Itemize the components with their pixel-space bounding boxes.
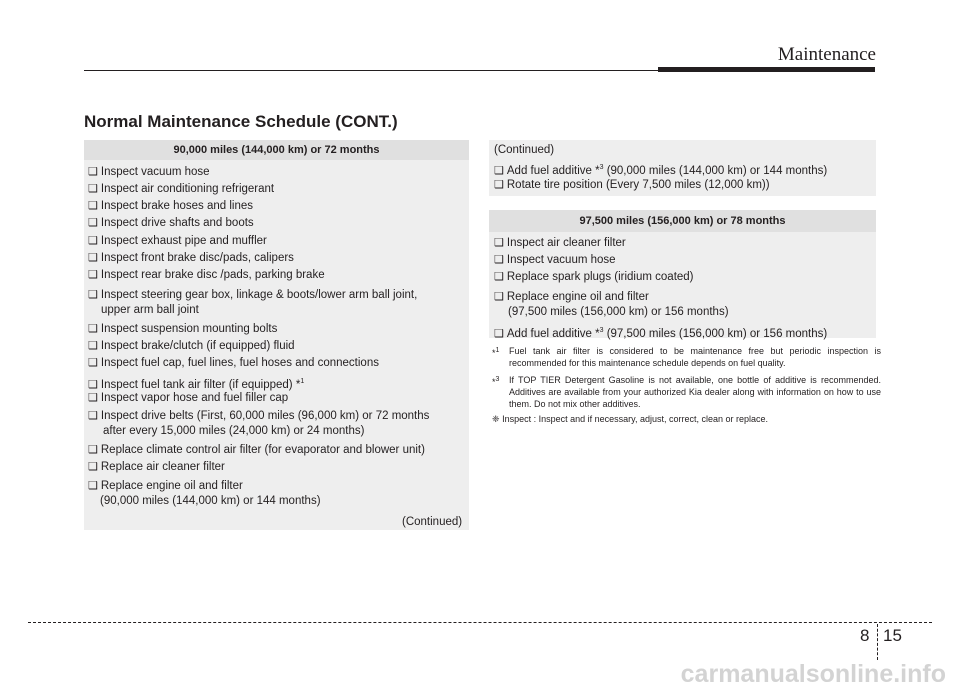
page-number-divider — [877, 624, 878, 660]
left-schedule-heading: 90,000 miles (144,000 km) or 72 months — [84, 140, 469, 160]
list-item: ❑ Inspect suspension mounting bolts — [88, 323, 278, 335]
chapter-header-title: Maintenance — [777, 44, 876, 65]
list-item: ❑ Replace climate control air filter (for evaporator and blower unit) — [88, 444, 425, 456]
checkbox-icon: ❑ — [88, 183, 98, 195]
checkbox-icon: ❑ — [494, 271, 504, 283]
list-item: ❑ Inspect air cleaner filter — [494, 237, 626, 249]
checkbox-icon: ❑ — [88, 217, 98, 229]
chapter-number: 8 — [860, 626, 870, 645]
legend-symbol-icon: ❈ — [492, 414, 500, 424]
list-item: ❑ Inspect front brake disc/pads, calipers — [88, 252, 294, 264]
list-item: ❑ Inspect fuel tank air filter (if equipped) *$^1$ — [88, 378, 305, 391]
checkbox-icon: ❑ — [494, 164, 504, 177]
list-item: ❑ Inspect vapor hose and fuel filler cap — [88, 392, 289, 404]
continued-label: (Continued) — [494, 144, 555, 156]
list-item-continuation: (90,000 miles (144,000 km) or 144 months) — [100, 495, 321, 507]
footnote-3: *$^3$ If TOP TIER Detergent Gasoline is not available, one bottle of additive is recommended. Additives are available from your authorized Kia dealer along with information on how to use them. Do not mix other additives. — [492, 375, 881, 409]
list-item-continuation: upper arm ball joint — [101, 304, 199, 316]
checkbox-icon: ❑ — [88, 340, 98, 352]
checkbox-icon: ❑ — [494, 291, 504, 303]
footnote-ref: 3 — [599, 327, 604, 334]
list-item: ❑ Inspect vacuum hose — [88, 166, 210, 178]
list-item: ❑ Inspect steering gear box, linkage & boots/lower arm ball joint, — [88, 289, 418, 301]
checkbox-icon: ❑ — [494, 327, 504, 340]
list-item: ❑ Inspect drive belts (First, 60,000 miles (96,000 km) or 72 months — [88, 410, 430, 422]
checkbox-icon: ❑ — [88, 357, 98, 369]
page-number: 15 — [883, 626, 902, 645]
right-schedule-heading: 97,500 miles (156,000 km) or 78 months — [489, 210, 876, 232]
inspect-legend: ❈ Inspect : Inspect and if necessary, adjust, correct, clean or replace. — [492, 414, 769, 424]
footnote-ref: 3 — [599, 164, 604, 171]
list-item: ❑ Inspect air conditioning refrigerant — [88, 183, 275, 195]
list-item: ❑ Inspect vacuum hose — [494, 254, 616, 266]
checkbox-icon: ❑ — [494, 179, 504, 191]
list-item: ❑ Inspect brake/clutch (if equipped) fluid — [88, 340, 295, 352]
list-item: ❑ Replace engine oil and filter — [88, 480, 243, 492]
checkbox-icon: ❑ — [88, 269, 98, 281]
list-item-continuation: (97,500 miles (156,000 km) or 156 months) — [508, 306, 729, 318]
list-item: ❑ Add fuel additive *$^3$ (90,000 miles (144,000 km) or 144 months) — [494, 164, 828, 177]
watermark: carmanualsonline.info — [680, 660, 946, 688]
list-item: ❑ Inspect fuel cap, fuel lines, fuel hoses and connections — [88, 357, 379, 369]
list-item: ❑ Replace air cleaner filter — [88, 461, 225, 473]
header-rule-accent — [658, 67, 875, 72]
footnote-1: *$^1$ Fuel tank air filter is considered to be maintenance free but periodic inspection is recommended for this maintenance schedule depends on fuel quality. — [492, 346, 881, 368]
checkbox-icon: ❑ — [88, 252, 98, 264]
checkbox-icon: ❑ — [88, 235, 98, 247]
checkbox-icon: ❑ — [88, 444, 98, 456]
continued-label: (Continued) — [402, 516, 463, 528]
list-item: ❑ Inspect brake hoses and lines — [88, 200, 254, 212]
checkbox-icon: ❑ — [494, 237, 504, 249]
list-item-continuation: after every 15,000 miles (24,000 km) or 24 months) — [103, 425, 365, 437]
footnote-ref: 1 — [300, 378, 305, 385]
footnote-1-text: Fuel tank air filter is considered to be maintenance free but periodic inspection is recommended for this maintenance schedule depends on fuel quality. — [509, 346, 881, 368]
section-title: Normal Maintenance Schedule (CONT.) — [84, 112, 398, 131]
checkbox-icon: ❑ — [88, 410, 98, 422]
list-item: ❑ Add fuel additive *$^3$ (97,500 miles (156,000 km) or 156 months) — [494, 327, 828, 340]
checkbox-icon: ❑ — [88, 480, 98, 492]
checkbox-icon: ❑ — [88, 289, 98, 301]
checkbox-icon: ❑ — [88, 378, 98, 391]
footnote-3-text: If TOP TIER Detergent Gasoline is not available, one bottle of additive is recommended. Additives are available from your authorized Kia dealer along with information on how to use them. Do not mix other additives. — [509, 375, 881, 409]
checkbox-icon: ❑ — [88, 166, 98, 178]
list-item: ❑ Replace engine oil and filter — [494, 291, 649, 303]
checkbox-icon: ❑ — [88, 392, 98, 404]
footer-rule — [28, 622, 932, 623]
list-item: ❑ Inspect exhaust pipe and muffler — [88, 235, 267, 247]
list-item: ❑ Replace spark plugs (iridium coated) — [494, 271, 694, 283]
checkbox-icon: ❑ — [88, 200, 98, 212]
checkbox-icon: ❑ — [88, 323, 98, 335]
list-item: ❑ Rotate tire position (Every 7,500 miles (12,000 km)) — [494, 179, 770, 191]
list-item: ❑ Inspect rear brake disc /pads, parking brake — [88, 269, 325, 281]
checkbox-icon: ❑ — [88, 461, 98, 473]
checkbox-icon: ❑ — [494, 254, 504, 266]
list-item: ❑ Inspect drive shafts and boots — [88, 217, 254, 229]
